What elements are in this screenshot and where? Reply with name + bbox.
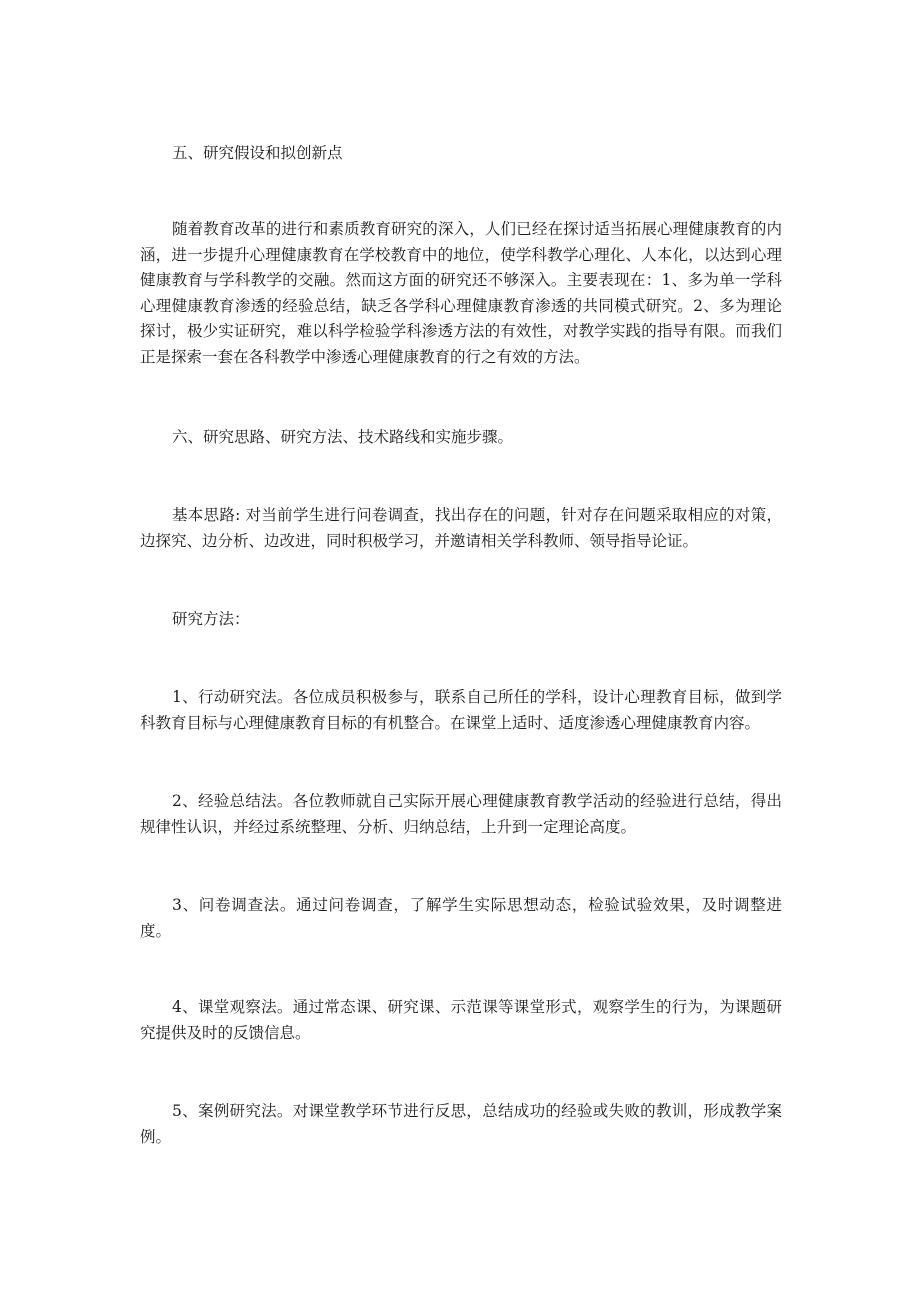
method-item-4: 4、课堂观察法。通过常态课、研究课、示范课等课堂形式，观察学生的行为，为课题研究提供及时的反馈信息。 (140, 998, 782, 1042)
methods-heading: 研究方法： (172, 610, 250, 628)
method-item-5: 5、案例研究法。对课堂教学环节进行反思，总结成功的经验或失败的教训，形成教学案例。 (140, 1102, 782, 1146)
method-item-1: 1、行动研究法。各位成员积极参与，联系自己所任的学科，设计心理教育目标，做到学科教育目标与心理健康教育目标的有机整合。在课堂上适时、适度渗透心理健康教育内容。 (140, 688, 782, 732)
method-item-2: 2、经验总结法。各位教师就自己实际开展心理健康教育教学活动的经验进行总结，得出规律性认识，并经过系统整理、分析、归纳总结，上升到一定理论高度。 (140, 792, 782, 836)
section-five-heading: 五、研究假设和拟创新点 (172, 144, 343, 162)
basic-idea-paragraph: 基本思路: 对当前学生进行问卷调查，找出存在的问题，针对存在问题采取相应的对策，边探究、边分析、边改进，同时积极学习，并邀请相关学科教师、领导指导论证。 (140, 506, 782, 550)
method-item-3: 3、问卷调查法。通过问卷调查，了解学生实际思想动态，检验试验效果，及时调整进度。 (140, 896, 782, 940)
section-five-paragraph: 随着教育改革的进行和素质教育研究的深入，人们已经在探讨适当拓展心理健康教育的内涵，进一步提升心理健康教育在学校教育中的地位，使学科教学心理化、人本化，以达到心理健康教育与学科教学的交融。然而这方面的研究还不够深入。主要表现在：1、多为单一学科心理健康教育渗透的经验总结，缺乏各学科心理健康教育渗透的共同模式研究。2、多为理论探讨，极少实证研究，难以科学检验学科渗透方法的有效性，对教学实践的指导有限。而我们正是探索一套在各科教学中渗透心理健康教育的行之有效的方法。 (140, 220, 782, 366)
section-six-heading: 六、研究思路、研究方法、技术路线和实施步骤。 (172, 428, 514, 446)
